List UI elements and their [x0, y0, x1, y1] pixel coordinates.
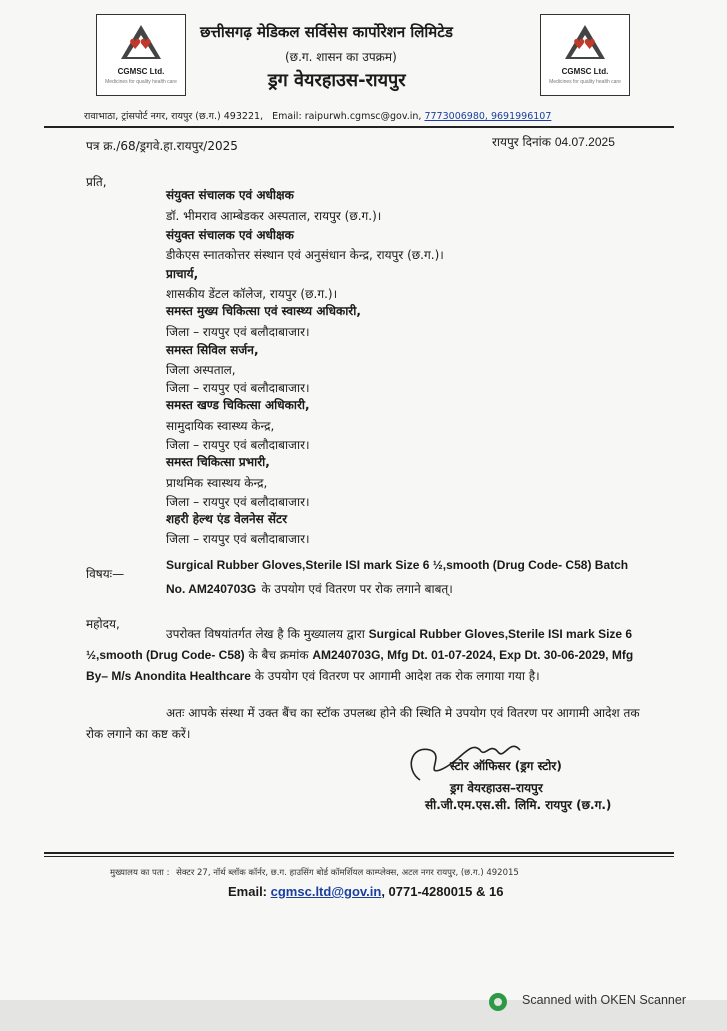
recipient-line: समस्त मुख्य चिकित्सा एवं स्वास्थ्य अधिकारी, [166, 304, 361, 318]
signature-designation: स्टोर ऑफिसर (ड्रग स्टोर) [450, 759, 562, 773]
footer-divider-top [44, 852, 674, 854]
recipient-line: जिला – रायपुर एवं बलौदाबाजार। [166, 381, 310, 395]
address-line: रावाभाठा, ट्रांसपोर्ट नगर, रायपुर (छ.ग.) 493221, Email: raipurwh.cgmsc@gov.in, 7773006980, 9691996107 [84, 111, 552, 122]
signature-office: ड्रग वेयरहाउस–रायपुर [450, 781, 543, 795]
letter-date: रायपुर दिनांक 04.07.2025 [492, 135, 615, 149]
cgmsc-logo-left: ♥♥ CGMSC Ltd. Medicines for quality health care [96, 14, 186, 96]
phone-numbers: 7773006980, 9691996107 [424, 111, 552, 122]
scanner-logo-icon [489, 993, 507, 1011]
recipient-line: डीकेएस स्नातकोत्तर संस्थान एवं अनुसंधान केन्द्र, रायपुर (छ.ग.)। [166, 248, 444, 262]
salutation: महोदय, [86, 617, 120, 631]
org-name: छत्तीसगढ़ मेडिकल सर्विसेस कार्पोरेशन लिमिटेड [200, 23, 453, 41]
body-paragraph-1: उपरोक्त विषयांतर्गत लेख है कि मुख्यालय द्वारा Surgical Rubber Gloves,Sterile ISI mark Size 6 ½,smooth (Drug Code- C58) के बैच क्रमांक AM240703G, Mfg Dt. 01-07-2024, Exp Dt. 30-06-2029, Mfg By– M/s Anondita Healthcare के उपयोग एवं वितरण पर आगामी आदेश तक रोक लगाया गया है। [86, 627, 634, 683]
address: रावाभाठा, ट्रांसपोर्ट नगर, रायपुर (छ.ग.) 493221, [84, 111, 264, 122]
recipient-line: संयुक्त संचालक एवं अधीक्षक [166, 188, 294, 202]
scanner-watermark: Scanned with OKEN Scanner [522, 993, 686, 1007]
footer-contact: Email: cgmsc.ltd@gov.in, 0771-4280015 & 16 [228, 884, 504, 899]
signature-org: सी.जी.एम.एस.सी. लिमि. रायपुर (छ.ग.) [425, 798, 612, 812]
warehouse-name: ड्रग वेयरहाउस-रायपुर [268, 70, 406, 91]
subject-line-1: Surgical Rubber Gloves,Sterile ISI mark Size 6 ½,smooth (Drug Code- C58) Batch [166, 558, 629, 572]
footer-divider-bottom [44, 856, 674, 857]
recipient-line: डॉ. भीमराव आम्बेडकर अस्पताल, रायपुर (छ.ग.)। [166, 209, 382, 223]
header-divider [44, 126, 674, 128]
recipient-line: जिला – रायपुर एवं बलौदाबाजार। [166, 438, 310, 452]
people-icon: ♥♥ [573, 37, 595, 53]
to-label: प्रति, [86, 175, 107, 189]
recipient-line: जिला – रायपुर एवं बलौदाबाजार। [166, 495, 310, 509]
recipient-line: समस्त खण्ड चिकित्सा अधिकारी, [166, 398, 310, 412]
hq-address-line: मुख्यालय का पता : सेक्टर 27, नॉर्थ ब्लॉक कॉर्नर, छ.ग. हाउसिंग बोर्ड कॉमर्शियल काम्प्लेक्स, अटल नगर रायपुर, (छ.ग.) 492015 [110, 868, 519, 878]
recipient-line: समस्त सिविल सर्जन, [166, 343, 259, 357]
email-label: Email: [272, 111, 302, 122]
recipient-line: जिला – रायपुर एवं बलौदाबाजार। [166, 325, 310, 339]
email-link[interactable]: raipurwh.cgmsc@gov.in [304, 111, 419, 122]
body-paragraph-2: अतः आपके संस्था में उक्त बैंच का स्टॉक उपलब्ध होने की स्थिति मे उपयोग एवं वितरण पर आगामी आदेश तक रोक लगाने का कष्ट करें। [86, 706, 640, 741]
footer-email-link[interactable]: cgmsc.ltd@gov.in [270, 884, 382, 899]
cgmsc-logo-right: ♥♥ CGMSC Ltd. Medicines for quality health care [540, 14, 630, 96]
recipient-line: सामुदायिक स्वास्थ्य केन्द्र, [166, 419, 275, 433]
reference-number: पत्र क्र./68/ड्रगवे.हा.रायपुर/2025 [86, 139, 238, 153]
org-subtitle: (छ.ग. शासन का उपक्रम) [285, 50, 397, 64]
recipient-line: समस्त चिकित्सा प्रभारी, [166, 455, 270, 469]
recipient-line: प्राचार्य, [166, 267, 199, 281]
subject-label: विषयः— [86, 567, 125, 581]
recipient-line: शहरी हेल्थ एंड वेलनेस सेंटर [166, 512, 288, 526]
recipient-line: शासकीय डेंटल कॉलेज, रायपुर (छ.ग.)। [166, 287, 338, 301]
people-icon: ♥♥ [129, 37, 151, 53]
recipient-line: संयुक्त संचालक एवं अधीक्षक [166, 228, 294, 242]
recipient-line: जिला अस्पताल, [166, 363, 236, 377]
recipient-line: प्राथमिक स्वास्थय केन्द्र, [166, 476, 268, 490]
subject-line-2: No. AM240703G के उपयोग एवं वितरण पर रोक लगाने बाबत्। [166, 582, 453, 596]
recipient-line: जिला – रायपुर एवं बलौदाबाजार। [166, 532, 310, 546]
